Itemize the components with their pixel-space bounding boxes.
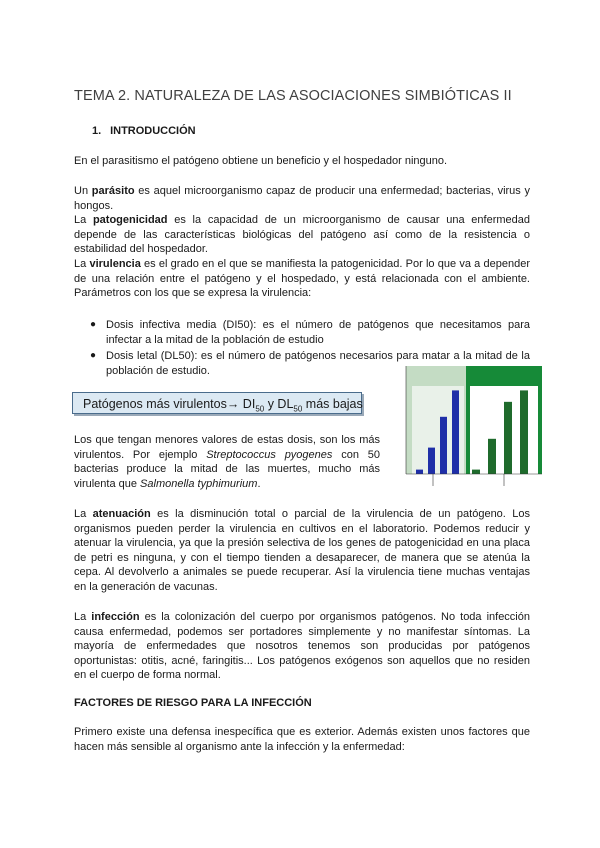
paragraph-infeccion: La infección es la colonización del cuerpo por organismos patógenos. No toda infección causa enfermedad, podemos ser portadores simplemente y no manifestar síntomas. La mayoría de enfermedades que nosotros tenemos son producidas por patógenos oportunistas: otitis, acné, faringitis... Los patógenos exógenos son aquellos que no residen en el cuerpo de forma normal. (74, 611, 530, 682)
chart-bar (472, 470, 480, 474)
list-item: ● Dosis letal (DL50): es el número de patógenos necesarios para matar a la mitad de la población de estudio. (90, 350, 530, 377)
paragraph-factores: Primero existe una defensa inespecífica que es exterior. Además existen unos factores que hacen más sensible al organismo ante la infección y la enfermedad: (74, 726, 530, 753)
section-title: INTRODUCCIÓN (110, 125, 196, 137)
term-atenuacion: atenuación (92, 508, 151, 520)
chart-bar (440, 417, 447, 474)
chart-bar (428, 448, 435, 474)
term-patogenicidad: patogenicidad (92, 214, 168, 226)
paragraph-virulencia: La virulencia es el grado en el que se manifiesta la patogenicidad. Por lo que va a depender de una relación entre el patógeno y el hospedado, y está relacionada con el ambiente. Parámetros con los que se expresa la virulencia: (74, 258, 530, 300)
virulence-chart (386, 362, 546, 497)
paragraph-atenuacion: La atenuación es la disminución total o parcial de la virulencia de un patógeno. Los organismos pueden perder la virulencia en cultivos en el laboratorio. Podemos reducir y atenuar la virulencia, ya que la presión selectiva de los genes de patogenicidad en una placa de petri es ninguna, y con el tiempo tienden a desaparecer, de manera que se atenúa la cepa. Al devolverlo a animales se puede recuperar. Así la virulencia tiene muchas ventajas en la generación de vacunas. (74, 508, 530, 593)
list-item: ● Dosis infectiva media (DI50): es el número de patógenos que necesitamos para infectar a la mitad de la población de estudio (90, 319, 530, 346)
term-parasito: parásito (91, 185, 135, 197)
chart-bar (488, 439, 496, 474)
page-title: TEMA 2. NATURALEZA DE LAS ASOCIACIONES SIMBIÓTICAS II (74, 88, 512, 104)
chart-bar (452, 390, 459, 474)
paragraph-dosis: Los que tengan menores valores de estas dosis, son los más virulentos. Por ejemplo Streptococcus pyogenes con 50 bacterias produce la mitad de las muertes, mucho más virulenta que Salmonella typhimurium. (74, 434, 380, 490)
bullet-icon: ● (90, 350, 97, 362)
bullet-icon: ● (90, 319, 97, 330)
term-virulencia: virulencia (89, 258, 141, 270)
chart-bar (416, 470, 423, 474)
chart-bar (504, 402, 512, 474)
paragraph-patogenicidad: La patogenicidad es la capacidad de un microorganismo de causar una enfermedad depende de las características biológicas del patógeno así como de la resistencia o estabilidad del hospedador. (74, 214, 530, 256)
paragraph-parasito: Un parásito es aquel microorganismo capaz de producir una enfermedad; bacterias, virus y hongos. (74, 185, 530, 212)
species-name: Streptococcus pyogenes (206, 448, 333, 461)
species-name: Salmonella typhimurium (140, 477, 258, 490)
callout-box: Patógenos más virulentos→ $DI_{50}$ y $DL_{50}$ más bajas (72, 392, 362, 414)
paragraph-intro: En el parasitismo el patógeno obtiene un beneficio y el hospedador ninguno. (74, 155, 448, 167)
term-infeccion: infección (91, 611, 140, 623)
section-heading-introduccion (92, 125, 196, 137)
section-heading-factores: FACTORES DE RIESGO PARA LA INFECCIÓN (74, 697, 312, 709)
section-number: 1. (92, 125, 102, 137)
chart-bar (520, 390, 528, 474)
